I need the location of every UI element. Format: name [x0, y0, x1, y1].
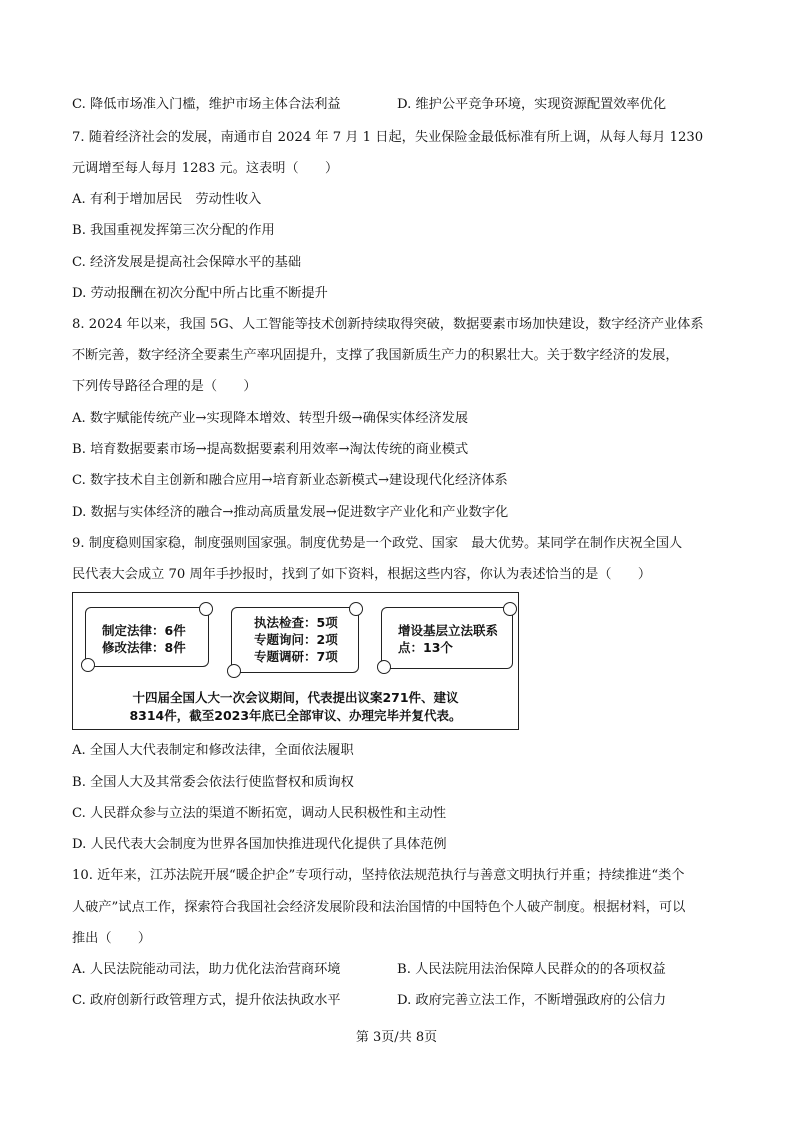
q6-option-c: C. 降低市场准入门槛，维护市场主体合法利益 [72, 97, 341, 112]
q6-option-d: D. 维护公平竞争环境，实现资源配置效率优化 [397, 97, 667, 112]
box2-line1: 执法检查：5项 [254, 615, 338, 630]
figure-note-line2: 8314件，截至2023年底已全部审议、办理完毕并复代表。 [129, 708, 462, 723]
q8-stem-line2: 不断完善，数字经济全要素生产率巩固提升，支撑了我国新质生产力的积累壮大。关于数字经济的发展， [72, 348, 679, 363]
q8-stem-line3: 下列传导路径合理的是（ ） [72, 379, 257, 394]
box3-line1: 增设基层立法联系 [398, 623, 499, 638]
q8-option-b: B. 培育数据要素市场→提高数据要素利用效率→淘汰传统的商业模式 [72, 442, 469, 457]
q7-option-c: C. 经济发展是提高社会保障水平的基础 [72, 255, 302, 270]
scroll-curl-icon [227, 664, 241, 678]
q9-option-c: C. 人民群众参与立法的渠道不断拓宽，调动人民积极性和主动性 [72, 806, 447, 821]
q10-option-d: D. 政府完善立法工作，不断增强政府的公信力 [397, 993, 667, 1008]
q9-option-b: B. 全国人大及其常委会依法行使监督权和质询权 [72, 775, 354, 790]
scroll-box-legislation [85, 607, 209, 667]
q10-option-c: C. 政府创新行政管理方式，提升依法执政水平 [72, 993, 341, 1008]
scroll-curl-icon [81, 658, 95, 672]
q9-stem-line1: 9. 制度稳则国家稳，制度强则国家强。制度优势是一个政党、国家 最大优势。某同学在制作庆祝全国人 [72, 536, 683, 551]
q9-option-d: D. 人民代表大会制度为世界各国加快推进现代化提供了具体范例 [72, 837, 447, 852]
box2-line3: 专题调研：7项 [254, 649, 338, 664]
q10-option-b: B. 人民法院用法治保障人民群众的的各项权益 [397, 962, 666, 977]
q10-stem-line3: 推出（ ） [72, 931, 152, 946]
q7-stem-line2: 元调增至每人每月 1283 元。这表明（ ） [72, 161, 339, 176]
scroll-box-supervision [231, 607, 359, 673]
scroll-curl-icon [349, 602, 363, 616]
q10-stem-line2: 人破产”试点工作，探索符合我国社会经济发展阶段和法治国情的中国特色个人破产制度。根据材料，可以 [72, 900, 686, 915]
scroll-curl-icon [503, 602, 517, 616]
box1-line2: 修改法律：8件 [102, 640, 186, 655]
figure-note [73, 689, 518, 725]
q9-stem-line2: 民代表大会成立 70 周年手抄报时，找到了如下资料，根据这些内容，你认为表述恰当的是（ ） [72, 567, 652, 582]
q9-material-figure [72, 592, 519, 730]
scroll-curl-icon [199, 602, 213, 616]
q10-stem-line1: 10. 近年来，江苏法院开展“暖企护企”专项行动，坚持依法规范执行与善意文明执行并重；持续推进“类个 [72, 868, 685, 883]
q7-option-d: D. 劳动报酬在初次分配中所占比重不断提升 [72, 286, 328, 301]
box3-line2: 点：13个 [398, 640, 453, 655]
box2-line2: 专题询问：2项 [254, 632, 338, 647]
q10-option-a: A. 人民法院能动司法，助力优化法治营商环境 [72, 962, 341, 977]
scroll-curl-icon [377, 660, 391, 674]
q8-option-a: A. 数字赋能传统产业→实现降本增效、转型升级→确保实体经济发展 [72, 411, 469, 426]
q9-option-a: A. 全国人大代表制定和修改法律，全面依法履职 [72, 743, 354, 758]
scroll-box-contact-points [381, 607, 513, 669]
page-footer: 第 3页/共 8页 [355, 1030, 438, 1045]
box1-line1: 制定法律：6件 [102, 623, 186, 638]
q8-option-c: C. 数字技术自主创新和融合应用→培育新业态新模式→建设现代化经济体系 [72, 473, 508, 488]
q7-option-a: A. 有利于增加居民 劳动性收入 [72, 192, 262, 207]
q8-stem-line1: 8. 2024 年以来，我国 5G、人工智能等技术创新持续取得突破，数据要素市场加快建设，数字经济产业体系 [72, 317, 704, 332]
q7-option-b: B. 我国重视发挥第三次分配的作用 [72, 223, 275, 238]
q8-option-d: D. 数据与实体经济的融合→推动高质量发展→促进数字产业化和产业数字化 [72, 505, 509, 520]
figure-note-line1: 十四届全国人大一次会议期间，代表提出议案271件、建议 [132, 690, 459, 705]
q7-stem-line1: 7. 随着经济社会的发展，南通市自 2024 年 7 月 1 日起，失业保险金最低标准有所上调，从每人每月 1230 [72, 130, 704, 145]
